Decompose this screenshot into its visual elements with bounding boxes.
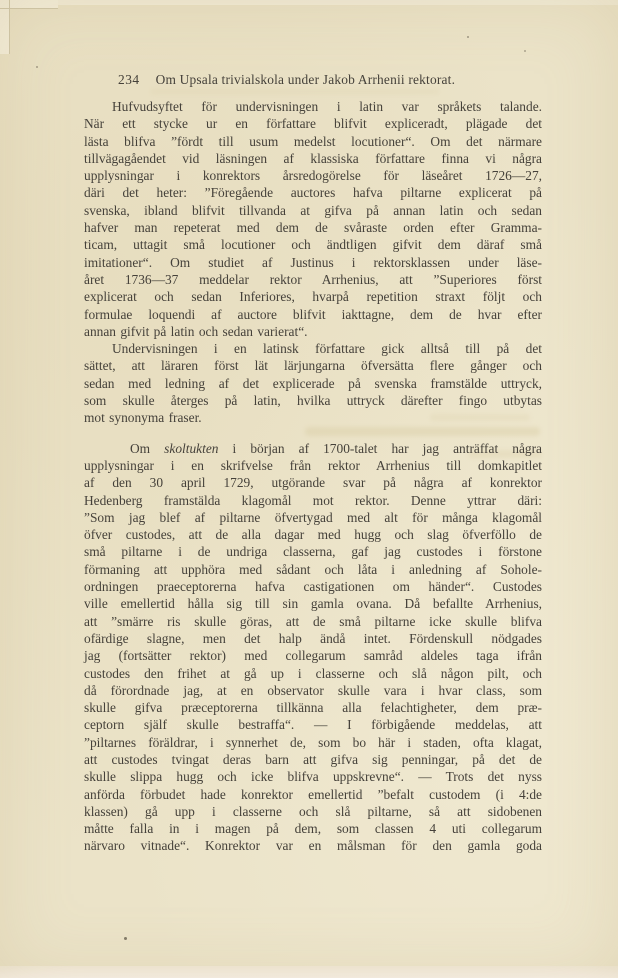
showthrough-smudge [150,88,440,95]
text-line: ”piltarnes föräldrar, i synnerhet de, som bo här i staden, ofta klagat, [84,734,542,750]
page-header [84,71,542,88]
text-line: formulae loquendi af auctore blifvit iakttagne, dem de hvar efter [84,306,542,322]
text-line: hafver man repeterat med dem de svåraste orden efter Gramma- [84,220,542,236]
text-line: Undervisningen i en latinsk författare gick alltså till på det [112,341,542,357]
text-line [84,440,542,457]
text-line: af den 30 april 1729, utgörande svar på några af konrektor [84,475,542,491]
text-line: skulle gifva præceptorerna tillkänna alla felachtigheter, dem præ- [84,700,542,716]
text-line: små piltarne i de undriga classerna, gaf jag custodes i förstone [84,544,542,560]
text-line: skulle slippa hugg och icke blifva uppskrevne“. — Trots det nyss [84,769,542,785]
text-line: att ”smärre ris skulle göras, att de små piltarne icke skulle blifva [84,613,542,629]
text-line: mot synonyma fraser. [84,410,202,426]
running-title: Om Upsala trivialskola under Jakob Arrhenii rektorat. [155,72,456,87]
page-body [84,98,542,855]
paragraph-3-lead: Om [130,440,165,456]
ink-speck [124,937,127,940]
text-line: imitationer“. Om studiet af Justinus i rektorsklassen under läse- [84,254,542,270]
text-line: ville emellertid hålla sig till sin gamla ovana. Då befallte Arrhenius, [84,596,542,612]
scan-artifact-corner-hline [0,8,58,9]
text-line: ordningen praeceptorerna hafva castigationen om händer“. Custodes [84,579,542,595]
text-line: som skulle återges på latin, hvilka uttryck därefter fingo utbytas [84,393,542,409]
ink-speck [36,66,38,68]
text-line: sättet, att läraren först lät lärjungarna öfversätta flere gånger och [84,358,542,374]
scan-artifact-bottom-edge [0,966,618,978]
text-line: att custodes tvingat deras barn att gifva sig penningar, på det de [84,751,542,767]
text-line: klassen) gå upp i classerne och slå piltarne, så att sidobenen [84,803,542,819]
italic-word-skoltukten: skoltukten [164,440,219,456]
text-line: måtte falla in i magen på dem, som classen 4 uti collegarum [84,821,542,837]
text-line: Hufvudsyftet för undervisningen i latin var språkets talande. [112,99,542,114]
text-line: svenska, ibland blifvit tillvanda at gifva på annan latin och sedan [84,202,542,218]
text-line: förmaning att upphöra med sådant och låta i anledning af Sohole- [84,561,542,577]
text-line: upplysningar i en skrifvelse från rektor Arrhenius till domkapitlet [84,457,542,473]
text-line: upplysningar i konrektors årsredogörelse för läseåret 1726—27, [84,168,542,184]
scan-artifact-top-edge [0,0,618,5]
text-line: anförda förbudet hade konrektor emellertid ”befalt custodem (i 4:de [84,786,542,802]
text-line: då förordnade jag, at en observator skulle vara i hvar class, som [84,682,542,698]
text-line: ”Som jag blef af piltarne öfvertygad med alt för många klagomål [84,509,542,525]
text-line: sedan med ledning af det explicerade på svenska framstälde uttryck, [84,375,542,391]
text-line: ticam, uttagit små locutioner och ändtligen gifvit dem däraf små [84,237,542,253]
text-line: ceptorn själf skulle bestraffa“. — I förbigående meddelas, att [84,717,542,733]
text-line: annan gifvit på latin och sedan varierat“. [84,323,308,339]
text-line: custodes den frihet at gå up i classerne och slå någon pilt, och [84,665,542,681]
text-line: öfver custodes, att de alla dagar med hugg och slag öfverföllo de [84,527,542,543]
paragraph-2 [84,340,542,426]
text-line: närvaro vitnade“. Konrektor var en målsman för den gamla goda [84,838,542,854]
text-line: jag (fortsätter rektor) med collegarum samråd aldeles taga ifrån [84,648,542,664]
text-line: När ett stycke ur en författare blifvit expliceradt, plägade det [84,116,542,132]
page-number: 234 [118,72,140,87]
text-line: explicerat och sedan Inferiores, hvarpå repetition straxt följt och [84,289,542,305]
text-line: tillvägagåendet vid läsningen af klassiska författare finna vi några [84,150,542,166]
text-line: lästa blifva ”fördt till usum medelst locutioner“. Om det närmare [84,133,542,149]
ink-speck [524,50,526,52]
paragraph-3-lines [84,457,542,855]
text-line: året 1736—37 meddelar rektor Arrhenius, att ”Superiores först [84,271,542,287]
paragraph-1 [84,98,542,340]
text-line: ofärdige slagne, men det halp ändå intet. Fördenskull nödgades [84,630,542,646]
text-line: däri det heter: ”Föregående auctores hafva piltarne explicerat på [84,185,542,201]
text-line: Hedenberg framstälda klagomål mot rektor. Denne yttrar däri: [84,492,542,508]
paragraph-3 [84,440,542,855]
paragraph-3-first-line-rest: i början af 1700-talet har jag anträffat några [218,440,542,456]
ink-speck [467,36,469,38]
